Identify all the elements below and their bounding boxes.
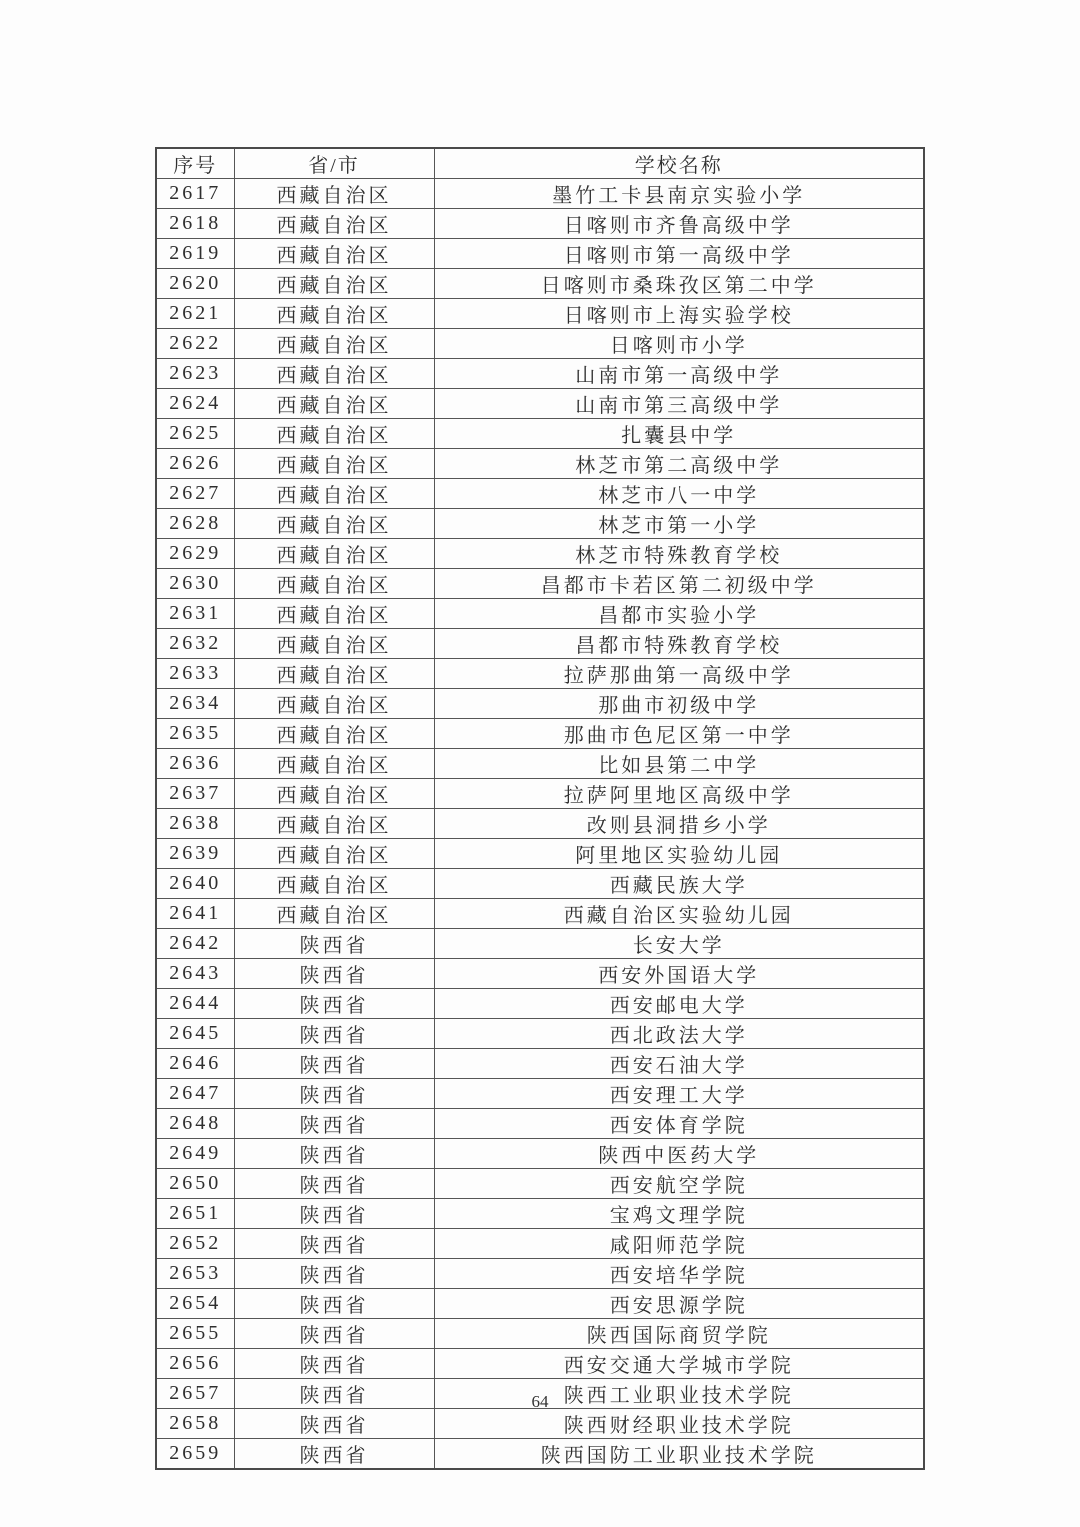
table-row: [156, 809, 924, 839]
row-school-name: 林芝市八一中学: [434, 479, 924, 509]
table-row: [156, 659, 924, 689]
row-province: 陕西省: [234, 1319, 434, 1349]
row-province: 陕西省: [234, 929, 434, 959]
row-serial: 2656: [156, 1349, 234, 1379]
row-school-name: 西安体育学院: [434, 1109, 924, 1139]
row-serial: 2650: [156, 1169, 234, 1199]
table-row: [156, 1229, 924, 1259]
row-province: 西藏自治区: [234, 239, 434, 269]
row-province: 陕西省: [234, 1169, 434, 1199]
row-serial: 2642: [156, 929, 234, 959]
row-serial: 2624: [156, 389, 234, 419]
row-province: 西藏自治区: [234, 599, 434, 629]
row-province: 西藏自治区: [234, 389, 434, 419]
row-serial: 2618: [156, 209, 234, 239]
row-school-name: 西安培华学院: [434, 1259, 924, 1289]
table-row: [156, 1139, 924, 1169]
row-serial: 2641: [156, 899, 234, 929]
table-row: [156, 1349, 924, 1379]
row-school-name: 日喀则市齐鲁高级中学: [434, 209, 924, 239]
row-serial: 2639: [156, 839, 234, 869]
row-province: 西藏自治区: [234, 779, 434, 809]
row-school-name: 林芝市第二高级中学: [434, 449, 924, 479]
table-row: [156, 959, 924, 989]
row-serial: 2655: [156, 1319, 234, 1349]
row-province: 西藏自治区: [234, 869, 434, 899]
table-row: [156, 839, 924, 869]
table-row: [156, 749, 924, 779]
table-row: [156, 989, 924, 1019]
row-school-name: 昌都市特殊教育学校: [434, 629, 924, 659]
row-school-name: 昌都市实验小学: [434, 599, 924, 629]
row-province: 陕西省: [234, 1289, 434, 1319]
row-serial: 2638: [156, 809, 234, 839]
row-school-name: 那曲市初级中学: [434, 689, 924, 719]
table-row: [156, 1409, 924, 1439]
row-province: 陕西省: [234, 1379, 434, 1409]
table-row: [156, 689, 924, 719]
row-school-name: 山南市第三高级中学: [434, 389, 924, 419]
row-serial: 2653: [156, 1259, 234, 1289]
row-serial: 2649: [156, 1139, 234, 1169]
row-school-name: 扎囊县中学: [434, 419, 924, 449]
row-school-name: 咸阳师范学院: [434, 1229, 924, 1259]
row-serial: 2617: [156, 179, 234, 209]
table-row: [156, 389, 924, 419]
row-serial: 2658: [156, 1409, 234, 1439]
table-row: [156, 359, 924, 389]
row-school-name: 西安理工大学: [434, 1079, 924, 1109]
school-list-table: [155, 147, 925, 1470]
table-row: [156, 869, 924, 899]
table-row: [156, 1109, 924, 1139]
row-school-name: 陕西国际商贸学院: [434, 1319, 924, 1349]
row-serial: 2644: [156, 989, 234, 1019]
row-serial: 2622: [156, 329, 234, 359]
page-number: 64: [531, 1392, 549, 1411]
row-school-name: 林芝市第一小学: [434, 509, 924, 539]
row-school-name: 那曲市色尼区第一中学: [434, 719, 924, 749]
row-school-name: 西安航空学院: [434, 1169, 924, 1199]
table-row: [156, 1259, 924, 1289]
row-serial: 2654: [156, 1289, 234, 1319]
row-serial: 2623: [156, 359, 234, 389]
table-row: [156, 419, 924, 449]
row-province: 陕西省: [234, 1199, 434, 1229]
row-province: 陕西省: [234, 1229, 434, 1259]
row-school-name: 西北政法大学: [434, 1019, 924, 1049]
row-serial: 2620: [156, 269, 234, 299]
row-serial: 2647: [156, 1079, 234, 1109]
row-serial: 2646: [156, 1049, 234, 1079]
table-row: [156, 539, 924, 569]
row-school-name: 西安石油大学: [434, 1049, 924, 1079]
table-row: [156, 299, 924, 329]
row-school-name: 日喀则市上海实验学校: [434, 299, 924, 329]
row-province: 陕西省: [234, 1409, 434, 1439]
row-province: 西藏自治区: [234, 449, 434, 479]
row-school-name: 拉萨那曲第一高级中学: [434, 659, 924, 689]
row-serial: 2635: [156, 719, 234, 749]
header-school-name: 学校名称: [434, 148, 924, 179]
row-province: 西藏自治区: [234, 209, 434, 239]
row-school-name: 改则县洞措乡小学: [434, 809, 924, 839]
row-province: 西藏自治区: [234, 179, 434, 209]
row-school-name: 西安思源学院: [434, 1289, 924, 1319]
row-province: 西藏自治区: [234, 509, 434, 539]
row-province: 陕西省: [234, 1349, 434, 1379]
row-province: 西藏自治区: [234, 689, 434, 719]
table-row: [156, 599, 924, 629]
row-province: 陕西省: [234, 1259, 434, 1289]
row-serial: 2634: [156, 689, 234, 719]
row-serial: 2643: [156, 959, 234, 989]
row-province: 西藏自治区: [234, 479, 434, 509]
row-serial: 2630: [156, 569, 234, 599]
row-province: 陕西省: [234, 1109, 434, 1139]
row-school-name: 拉萨阿里地区高级中学: [434, 779, 924, 809]
row-province: 陕西省: [234, 959, 434, 989]
table-row: [156, 1319, 924, 1349]
row-province: 西藏自治区: [234, 899, 434, 929]
row-school-name: 阿里地区实验幼儿园: [434, 839, 924, 869]
row-school-name: 日喀则市小学: [434, 329, 924, 359]
row-province: 西藏自治区: [234, 839, 434, 869]
row-province: 陕西省: [234, 1049, 434, 1079]
row-province: 西藏自治区: [234, 629, 434, 659]
row-province: 西藏自治区: [234, 719, 434, 749]
row-school-name: 比如县第二中学: [434, 749, 924, 779]
table-row: [156, 449, 924, 479]
header-row: [156, 148, 924, 179]
row-province: 西藏自治区: [234, 569, 434, 599]
row-serial: 2640: [156, 869, 234, 899]
table-row: [156, 1199, 924, 1229]
header-serial: 序号: [156, 148, 234, 179]
table-row: [156, 629, 924, 659]
row-school-name: 墨竹工卡县南京实验小学: [434, 179, 924, 209]
table-body: [156, 179, 924, 1470]
row-serial: 2652: [156, 1229, 234, 1259]
row-school-name: 陕西工业职业技术学院: [434, 1379, 924, 1409]
row-school-name: 陕西财经职业技术学院: [434, 1409, 924, 1439]
table-row: [156, 1079, 924, 1109]
row-school-name: 西藏民族大学: [434, 869, 924, 899]
row-serial: 2628: [156, 509, 234, 539]
row-serial: 2619: [156, 239, 234, 269]
row-serial: 2657: [156, 1379, 234, 1409]
row-school-name: 长安大学: [434, 929, 924, 959]
row-province: 西藏自治区: [234, 749, 434, 779]
table-row: [156, 329, 924, 359]
table-row: [156, 899, 924, 929]
row-serial: 2659: [156, 1439, 234, 1470]
row-school-name: 陕西国防工业职业技术学院: [434, 1439, 924, 1470]
row-serial: 2626: [156, 449, 234, 479]
row-province: 西藏自治区: [234, 269, 434, 299]
row-serial: 2621: [156, 299, 234, 329]
row-serial: 2631: [156, 599, 234, 629]
row-province: 西藏自治区: [234, 359, 434, 389]
row-school-name: 宝鸡文理学院: [434, 1199, 924, 1229]
row-province: 西藏自治区: [234, 299, 434, 329]
row-serial: 2629: [156, 539, 234, 569]
table-row: [156, 1289, 924, 1319]
table-row: [156, 239, 924, 269]
row-serial: 2632: [156, 629, 234, 659]
row-serial: 2636: [156, 749, 234, 779]
row-school-name: 昌都市卡若区第二初级中学: [434, 569, 924, 599]
table-row: [156, 479, 924, 509]
table-row: [156, 779, 924, 809]
row-province: 西藏自治区: [234, 419, 434, 449]
row-province: 陕西省: [234, 1439, 434, 1470]
table-row: [156, 1169, 924, 1199]
row-school-name: 日喀则市桑珠孜区第二中学: [434, 269, 924, 299]
table-row: [156, 179, 924, 209]
row-serial: 2648: [156, 1109, 234, 1139]
row-serial: 2627: [156, 479, 234, 509]
table-row: [156, 509, 924, 539]
row-school-name: 林芝市特殊教育学校: [434, 539, 924, 569]
table-row: [156, 1019, 924, 1049]
row-province: 西藏自治区: [234, 659, 434, 689]
row-province: 陕西省: [234, 1019, 434, 1049]
row-province: 陕西省: [234, 989, 434, 1019]
table-row: [156, 569, 924, 599]
row-school-name: 陕西中医药大学: [434, 1139, 924, 1169]
row-school-name: 日喀则市第一高级中学: [434, 239, 924, 269]
table-row: [156, 1439, 924, 1470]
row-school-name: 西安交通大学城市学院: [434, 1349, 924, 1379]
table-row: [156, 209, 924, 239]
table-header: [156, 148, 924, 179]
table-row: [156, 929, 924, 959]
row-school-name: 西藏自治区实验幼儿园: [434, 899, 924, 929]
table-row: [156, 719, 924, 749]
row-province: 西藏自治区: [234, 539, 434, 569]
row-serial: 2633: [156, 659, 234, 689]
row-serial: 2637: [156, 779, 234, 809]
row-province: 西藏自治区: [234, 329, 434, 359]
row-school-name: 西安外国语大学: [434, 959, 924, 989]
row-province: 陕西省: [234, 1139, 434, 1169]
row-province: 西藏自治区: [234, 809, 434, 839]
row-serial: 2625: [156, 419, 234, 449]
row-province: 陕西省: [234, 1079, 434, 1109]
row-serial: 2651: [156, 1199, 234, 1229]
table-row: [156, 269, 924, 299]
header-province: 省/市: [234, 148, 434, 179]
table-row: [156, 1049, 924, 1079]
row-school-name: 山南市第一高级中学: [434, 359, 924, 389]
row-school-name: 西安邮电大学: [434, 989, 924, 1019]
row-serial: 2645: [156, 1019, 234, 1049]
